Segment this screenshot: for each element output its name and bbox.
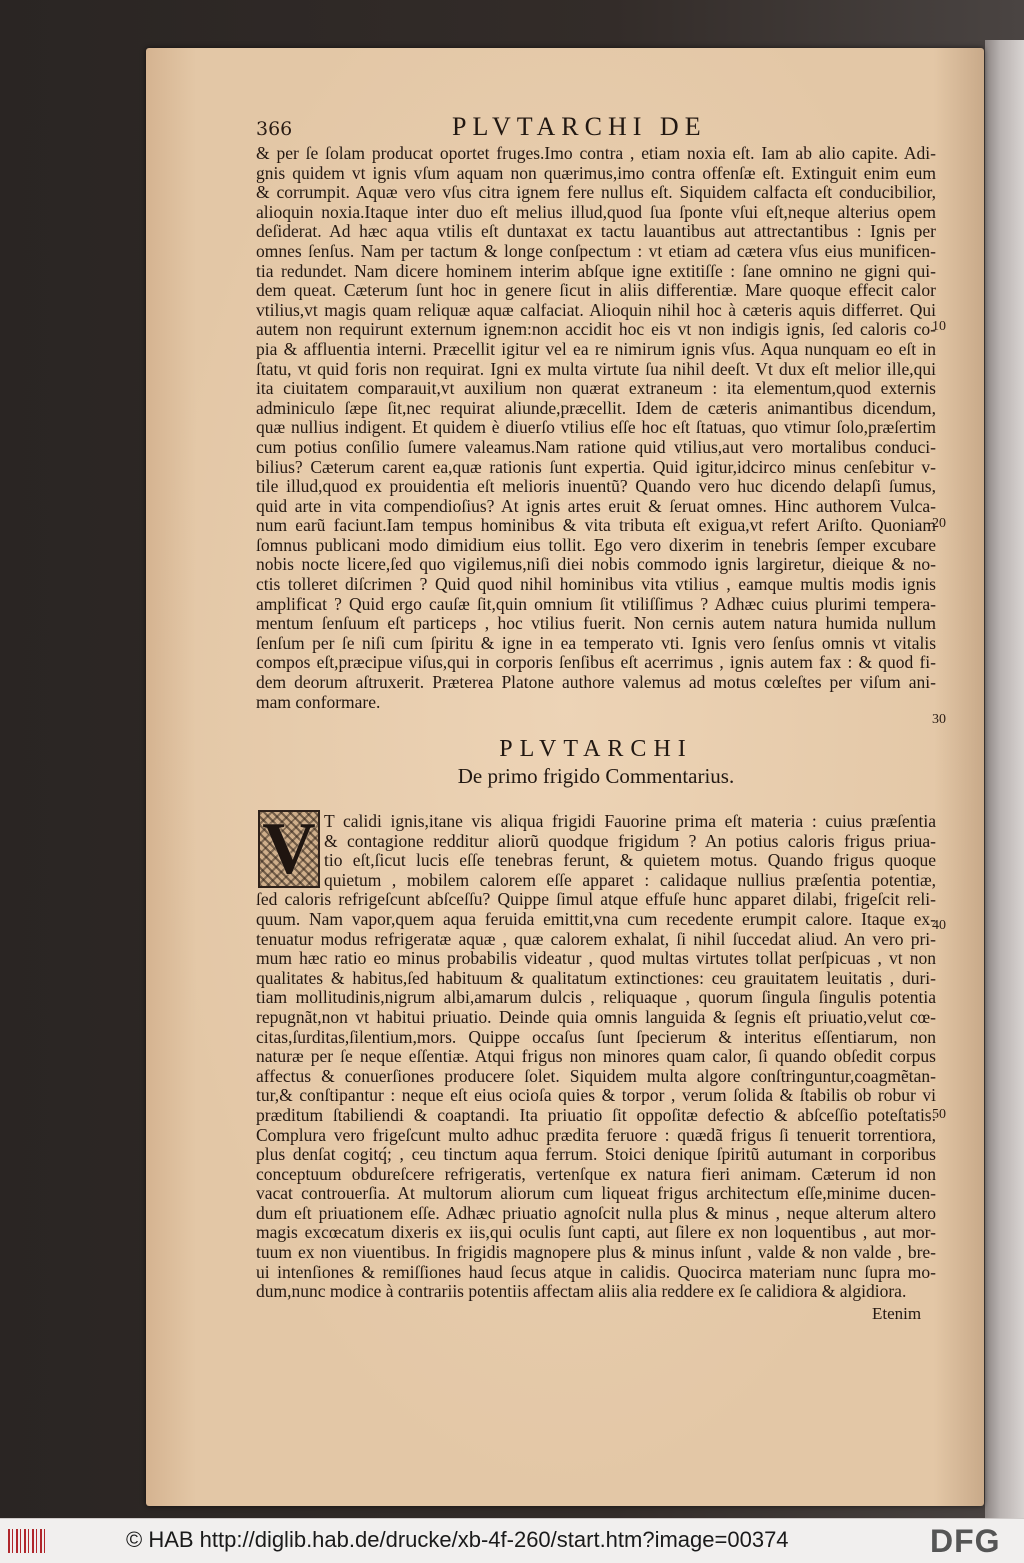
text-line: amplificat ? Quid ergo cauſæ ſit,quin omnium ſit vtiliſſimus ? Adhæc cuius plurimi tempera- <box>256 594 936 614</box>
text-line: omnes ſenſus. Nam per tactum & longe conſpectum : vt etiam ad cætera vſus eius munificen- <box>256 241 936 261</box>
text-line: repugnãt,non vt habitui priuatio. Deinde quia omnis languida & ſegnis eſt priuatio,velut cœ- <box>256 1007 936 1027</box>
text-line: pia & affluentia interni. Præcellit igitur vel ea re nimirum ignis vſus. Aqua nunquam eo eſt in <box>256 339 936 359</box>
text-line: conceptuum obdureſcere refrigeratis, vertenſque ex natura fieri animam. Cæterum id non <box>256 1164 936 1184</box>
text-line: ſed caloris refrigeſcunt abſceſſu? Quippe ſimul atque effuſe hunc apparet dilabi, frigeſcit reli- <box>256 890 936 910</box>
text-line: tuum ex non viuentibus. In frigidis magnopere plus & minus inſunt , valde & non valde , bre- <box>256 1243 936 1263</box>
margin-number: 20 <box>932 516 946 531</box>
text-line: vacat controuerſia. At multorum aliorum cum liqueat frigus architectum eſſe,minime ducen- <box>256 1184 936 1204</box>
text-line: deſiderat. Ad hæc aqua vtilis eſt duntaxat ex tactu lauantibus aut attrectantibus : Ignis per <box>256 222 936 242</box>
text-line: nobis nocte licere,ſed quo vigilemus,niſi diei nobis commodo ignis largiretur, dieique & no- <box>256 555 936 575</box>
margin-number: 30 <box>932 712 946 727</box>
footer-source-link[interactable]: © HAB http://diglib.hab.de/drucke/xb-4f-260/start.htm?image=00374 <box>126 1527 789 1552</box>
text-line: affectus & conuerſiones producere ſolet. Siquidem multa algore conſtringuntur,coagmẽtan- <box>256 1066 936 1086</box>
text-line: vtilius,vt magis quam reliquæ aquæ calfaciat. Alioquin nihil hoc à cæteris aquis differret. Qui <box>256 300 936 320</box>
footer-bar <box>0 1518 1024 1563</box>
text-line: quum. Nam vapor,quem aqua feruida emittit,vna cum recedente erumpit calore. Itaque ex- <box>256 909 936 929</box>
text-line: præditum ſtabiliendi & coaptandi. Ita priuatio ſit oppoſitæ defectio & abſceſſio poteſtatis. <box>256 1105 936 1125</box>
page-header <box>256 112 936 142</box>
text-line: quæ nullius indigent. Et quidem è diuerſo vtilius eſſe hoc eſt ſtatuas, quo vtimur ſolo,præſertim <box>256 418 936 438</box>
page-number: 366 <box>256 118 293 140</box>
text-line: tia redundet. Nam dicere hominem interim abſque igne extitiſſe : ſane omnino ne gigni qui- <box>256 261 936 281</box>
text-line: & corrumpit. Aquæ vero vſus citra ignem fere nullus eſt. Siquidem calfacta eſt conducibilior, <box>256 183 936 203</box>
catchword: Etenim <box>872 1304 922 1323</box>
text-line: dem queat. Cæterum ſunt hoc in genere ſicut in aliis differentiæ. Mare quoque effecit calor <box>256 281 936 301</box>
margin-number: 50 <box>932 1107 946 1122</box>
margin-number: 40 <box>932 918 946 933</box>
text-line: mum hæc ratio eo minus probabilis videatur , quod multas virtutes tollat perſpicuas , vt non <box>256 949 936 969</box>
text-line: citas,ſurditas,ſilentium,mors. Quippe occaſus ſunt ſpecierum & interitus eſſentiarum, non <box>256 1027 936 1047</box>
barcode-icon <box>8 1529 48 1553</box>
section-title: PLVTARCHI <box>499 736 693 762</box>
text-line: mentum ſenſuum eſt particeps , hoc vtilius fuerit. Non cernis autem natura humida nullum <box>256 614 936 634</box>
text-line: tur,& conſtipantur : neque eſt eius ocioſa quies & torpor , verum ſolida & ſtabilis ob robur vi <box>256 1086 936 1106</box>
text-line: ſomnus publicani modo dimidium eius tollit. Ego vero dixerim in tenebris ſemper excubare <box>256 535 936 555</box>
text-line: quid arte in vita compendioſius? At ignis artes eruit & ſeruat omnes. Hinc authorem Vulca- <box>256 496 936 516</box>
text-line: & per ſe ſolam producat oportet fruges.Imo contra , etiam noxia eſt. Iam ab alio capite. Adi- <box>256 144 936 163</box>
text-line: tile illud,quod ex prouidentia eſt melioris inuentũ? Quando vero huc dicendo delapſi ſumus, <box>256 477 936 497</box>
text-line: ui intenſiones & remiſſiones haud ſecus atque in calidis. Quocirca materiam nunc ſupra mo- <box>256 1262 936 1282</box>
dfg-logo: DFG <box>930 1523 1001 1559</box>
text-line: dem deorum aſtruxerit. Præterea Platone authore valemus ad motus cœleſtes per viſum ani- <box>256 673 936 693</box>
text-block-commentary <box>256 807 936 1302</box>
text-line: plus denſat cogitq́; , ceu tinctum aqua ferrum. Stoici denique ſpiritũ autumant in corporibus <box>256 1145 936 1165</box>
text-line: alioquin noxia.Itaque inter duo eſt melius illud,quod ſua ſponte vſui eſt,neque alterius opem <box>256 202 936 222</box>
text-line: mam conformare. <box>256 692 381 712</box>
text-line: ctis tolleret diſcrimen ? Quid quod nihil hominibus vita vtilius , eamque multis modis ignis <box>256 575 936 595</box>
text-line: & contagione redditur aliorũ quodque frigidum ? An potius caloris frigus priua- <box>324 831 936 851</box>
text-line: ſenſum per ſe niſi cum ſpiritu & igne in ea temperato vti. Ignis vero ſenſus omnis vt vitalis <box>256 633 936 653</box>
text-line: naturæ per ſe neque eſſentiæ. Atqui frigus non minores quam calor, ſi quando obſedit corpus <box>256 1047 936 1067</box>
text-line: magis excœcatum dixeris ex iis,qui oculis ſunt capti, aut ſilere ex non loquentibus , aut mor- <box>256 1223 936 1243</box>
text-line: bilius? Cæterum carent ea,quæ rationis ſunt expertia. Quid igitur,idcirco minus cenſebitur v- <box>256 457 936 477</box>
text-line: tenuatur modus refrigeratæ aquæ , quæ calorem exhalat, ſi nihil ſuccedat aliud. An vero pri- <box>256 929 936 949</box>
text-line: tio eſt,ſicut lucis eſſe tenebras ferunt, & quietem motus. Quando frigus quoque <box>324 851 936 871</box>
text-line: num earũ faciunt.Iam tempus hominibus & vita tributa eſt exigua,vt refert Ariſto. Quoniam <box>256 516 936 536</box>
text-line: dum,nunc modice à contrariis potentiis affectam aliis alia reddere ex ſe calidiora & algidiora. <box>256 1282 907 1302</box>
running-head: PLVTARCHI DE <box>452 112 707 141</box>
text-line: tiam mollitudinis,nigrum albi,amarum dulcis , reliquaque , quorum ſingula ſingulis potentia <box>256 988 936 1008</box>
text-line: compos eſt,præcipue viſus,qui in corporis ſenſibus eſt acerrimus , ignis autem fax : & quod fi- <box>256 653 936 673</box>
section-subtitle: De primo frigido Commentarius. <box>457 764 735 788</box>
text-line: cum potius conſilio ſumere valeamus.Nam ratione quid vtilius,aut vero mortalibus conduci- <box>256 437 936 457</box>
text-line: T calidi ignis,itane vis aliqua frigidi Fauorine prima eſt materia : cuius præſentia <box>324 812 936 831</box>
text-line: ita ciuitatem comparauit,vt auxilium non quærat extraneum : ita elementum,quod externis <box>256 379 936 399</box>
text-line: quietum , mobilem calorem eſſe apparet : calidaque nullius præſentia potentiæ, <box>324 870 936 890</box>
text-line: adminiculo ſæpe ſit,nec requirat aliunde,præcellit. Idem de cæteris animantibus dicendum, <box>256 398 936 418</box>
text-line: ſtatu, vt quid foris non requirat. Igni ex multa virtute ſua nihil deeſt. Vt dux eſt melior ille,qui <box>256 359 936 379</box>
text-line: Complura vero frigeſcunt multo adhuc prædita feruore : quædã frigus ſi tenuerit torrentiora, <box>256 1125 936 1145</box>
margin-number: 10 <box>932 319 946 334</box>
text-line: autem non requirunt externum ignem:non accidit hoc eis vt non indigis ignis, ſed caloris co- <box>256 320 936 340</box>
text-line: qualitates & habitus,ſed habituum & qualitatum extinctiones: ceu grauitatem leuitatis , duri- <box>256 968 936 988</box>
text-block-main <box>256 144 936 712</box>
book-edge <box>985 40 1024 1518</box>
initial-letter: V <box>262 807 316 890</box>
text-line: gnis quidem vt ignis vſum aquam non quærimus,imo contra offenſæ eſt. Extinguit enim eum <box>256 163 936 183</box>
text-line: dum eſt priuationem eſſe. Adhæc priuatio agnoſcit nulla plus & minus , neque alterum altero <box>256 1203 936 1223</box>
